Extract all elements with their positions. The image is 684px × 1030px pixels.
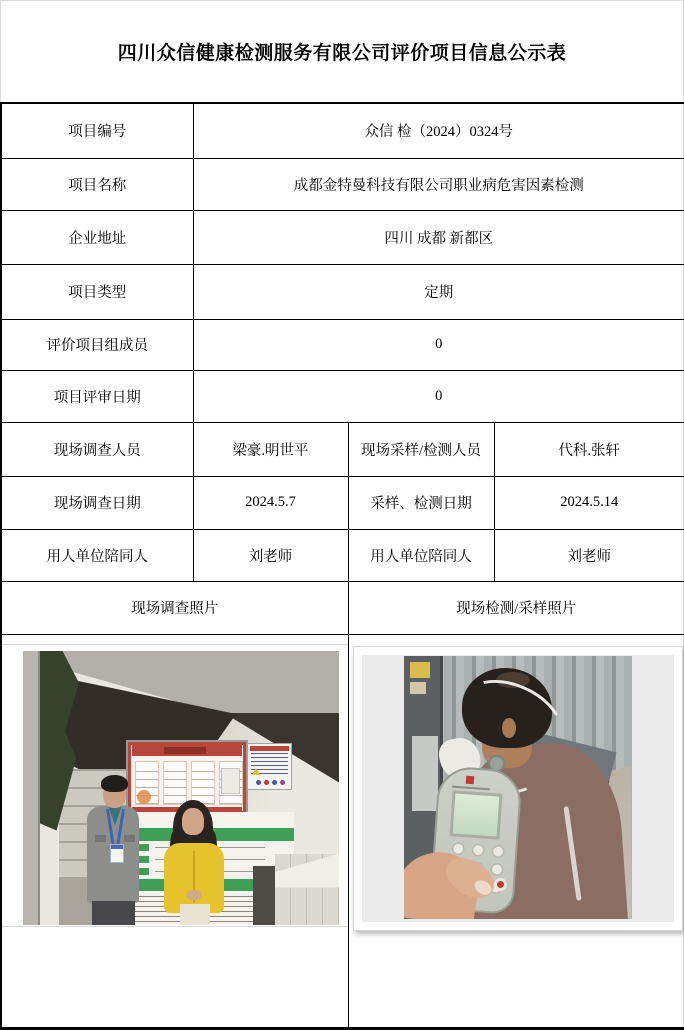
sign-dot bbox=[280, 780, 285, 785]
cell-review-date-label: 项目评审日期 bbox=[1, 370, 193, 422]
row-team-members bbox=[1, 319, 684, 370]
platform-opening bbox=[253, 866, 275, 925]
cell-sampling-personnel-value: 代科.张轩 bbox=[494, 422, 684, 476]
worker-ear bbox=[502, 718, 516, 738]
warning-triangle-icon bbox=[252, 768, 260, 775]
row-survey-personnel bbox=[1, 422, 684, 476]
id-badge-strip bbox=[111, 845, 123, 849]
cell-project-name-value: 成都金特曼科技有限公司职业病危害因素检测 bbox=[193, 158, 684, 210]
cell-team-members-label: 评价项目组成员 bbox=[1, 319, 193, 370]
row-review-date bbox=[1, 370, 684, 422]
cell-review-date-value: 0 bbox=[193, 370, 684, 422]
sign-dot bbox=[264, 780, 269, 785]
cell-survey-photo bbox=[1, 634, 348, 1028]
sampling-photo bbox=[404, 656, 632, 919]
red-board-column bbox=[163, 761, 187, 805]
small-board-header bbox=[250, 746, 289, 751]
row-survey-date bbox=[1, 476, 684, 529]
cell-project-type-value: 定期 bbox=[193, 264, 684, 319]
woman-face bbox=[182, 808, 204, 835]
sign-dot bbox=[272, 780, 277, 785]
title-block bbox=[0, 0, 684, 102]
jacket-pocket bbox=[124, 835, 135, 842]
cell-sampling-personnel-label: 现场采样/检测人员 bbox=[348, 422, 494, 476]
cell-company-address-value: 四川 成都 新都区 bbox=[193, 210, 684, 264]
row-project-number bbox=[1, 103, 684, 158]
cell-survey-photo-header: 现场调查照片 bbox=[1, 581, 348, 634]
cell-survey-date-value: 2024.5.7 bbox=[193, 476, 348, 529]
cell-sampling-date-label: 采样、检测日期 bbox=[348, 476, 494, 529]
warning-sticker bbox=[410, 662, 430, 678]
concrete-pillar bbox=[23, 651, 40, 925]
cell-project-name-label: 项目名称 bbox=[1, 158, 193, 210]
light-panel bbox=[412, 736, 438, 811]
red-board-title bbox=[164, 747, 206, 754]
cell-project-number-value: 众信 检（2024）0324号 bbox=[193, 103, 684, 158]
man-hair bbox=[101, 775, 128, 792]
cell-survey-personnel-value: 梁豪.明世平 bbox=[193, 422, 348, 476]
device-screen bbox=[449, 790, 502, 839]
orange-decoration bbox=[137, 790, 151, 804]
cell-company-address-label: 企业地址 bbox=[1, 210, 193, 264]
sign-dot bbox=[256, 780, 261, 785]
woman-light-garment bbox=[180, 904, 210, 925]
cell-escort-right-value: 刘老师 bbox=[494, 529, 684, 581]
device-logo bbox=[465, 775, 474, 784]
document-pouch bbox=[221, 768, 240, 794]
cell-escort-right-label: 用人单位陪同人 bbox=[348, 529, 494, 581]
small-warning-board bbox=[247, 743, 292, 790]
row-project-type bbox=[1, 264, 684, 319]
cell-sampling-photo bbox=[348, 634, 684, 1028]
cell-survey-date-label: 现场调查日期 bbox=[1, 476, 193, 529]
cell-team-members-value: 0 bbox=[193, 319, 684, 370]
cell-sampling-photo-header: 现场检测/采样照片 bbox=[348, 581, 684, 634]
row-company-address bbox=[1, 210, 684, 264]
page-title: 四川众信健康检测服务有限公司评价项目信息公示表 bbox=[117, 42, 567, 64]
row-project-name bbox=[1, 158, 684, 210]
sampling-photo-frame bbox=[353, 646, 683, 931]
survey-photo-paste-area bbox=[2, 644, 348, 927]
man-pants bbox=[92, 901, 135, 925]
id-badge bbox=[110, 844, 124, 863]
project-info-table bbox=[0, 102, 684, 1030]
cell-survey-personnel-label: 现场调查人员 bbox=[1, 422, 193, 476]
cell-escort-left-label: 用人单位陪同人 bbox=[1, 529, 193, 581]
survey-photo bbox=[23, 651, 339, 925]
row-employer-escort bbox=[1, 529, 684, 581]
cell-sampling-date-value: 2024.5.14 bbox=[494, 476, 684, 529]
jacket-pocket bbox=[95, 835, 106, 842]
device-record-button bbox=[493, 877, 507, 891]
warning-sticker bbox=[410, 682, 426, 694]
cell-project-type-label: 项目类型 bbox=[1, 264, 193, 319]
row-photo-headers bbox=[1, 581, 684, 634]
woman-hands bbox=[186, 890, 202, 900]
red-board-column bbox=[191, 761, 215, 805]
row-photos bbox=[1, 634, 684, 1028]
cell-escort-left-value: 刘老师 bbox=[193, 529, 348, 581]
cell-project-number-label: 项目编号 bbox=[1, 103, 193, 158]
